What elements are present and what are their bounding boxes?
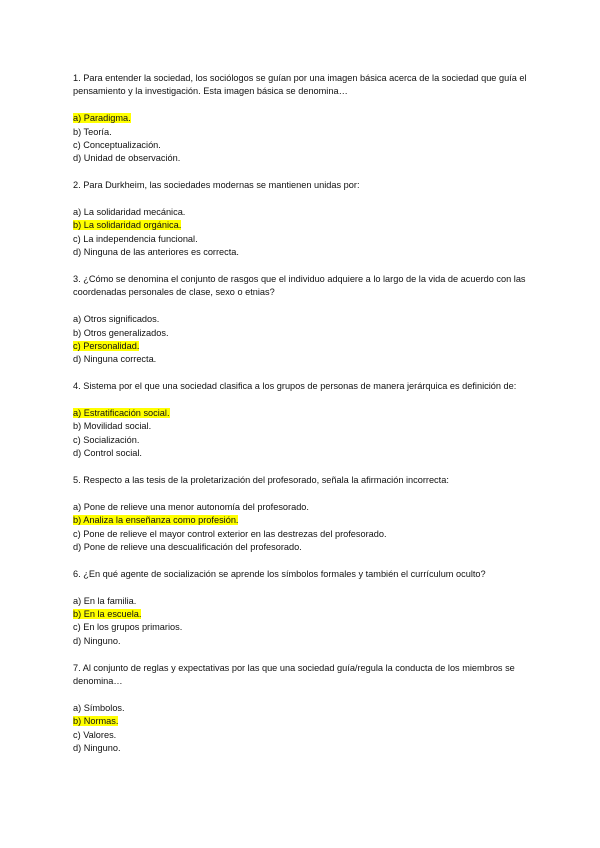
document-content: [73, 72, 533, 769]
option-d: d) Pone de relieve una descualificación del profesorado.: [73, 542, 302, 553]
option-c: c) La independencia funcional.: [73, 233, 198, 244]
answer-options: [73, 206, 533, 260]
question-1: [73, 72, 533, 166]
option-a: [73, 407, 533, 420]
option-c: c) Pone de relieve el mayor control exterior en las destrezas del profesorado.: [73, 528, 387, 539]
option-b: [73, 514, 533, 527]
option-a: [73, 112, 533, 125]
answer-options: [73, 595, 533, 649]
option-c: c) Socialización.: [73, 434, 140, 445]
question-text: 2. Para Durkheim, las sociedades modernas se mantienen unidas por:: [73, 180, 360, 191]
highlighted-answer: b) En la escuela.: [73, 609, 142, 620]
option-d: d) Ninguno.: [73, 635, 121, 646]
question-3: [73, 273, 533, 367]
question-text: 3. ¿Cómo se denomina el conjunto de rasgos que el individuo adquiere a lo largo de la vida de acuerdo con las coordenadas personales de clase, sexo o etnias?: [73, 274, 526, 298]
question-text: 1. Para entender la sociedad, los sociólogos se guían por una imagen básica acerca de la sociedad que guía el pensamiento y la investigación. Esta imagen básica se denomina…: [73, 73, 527, 97]
option-c: c) Valores.: [73, 729, 117, 740]
question-6: [73, 568, 533, 648]
question-text: 6. ¿En qué agente de socialización se aprende los símbolos formales y también el currículum oculto?: [73, 568, 486, 579]
question-7: [73, 662, 533, 756]
highlighted-answer: c) Personalidad.: [73, 341, 140, 352]
option-c: c) Conceptualización.: [73, 140, 161, 151]
question-2: [73, 179, 533, 259]
option-b: [73, 715, 533, 728]
answer-options: [73, 501, 533, 555]
option-d: d) Ninguna de las anteriores es correcta.: [73, 247, 239, 258]
question-text: 5. Respecto a las tesis de la proletarización del profesorado, señala la afirmación incorrecta:: [73, 475, 449, 486]
answer-options: [73, 702, 533, 756]
highlighted-answer: b) La solidaridad orgánica.: [73, 220, 182, 231]
highlighted-answer: a) Estratificación social.: [73, 408, 170, 419]
question-text: 7. Al conjunto de reglas y expectativas por las que una sociedad guía/regula la conducta de los miembros se denomina…: [73, 662, 515, 687]
highlighted-answer: b) Normas.: [73, 716, 119, 727]
highlighted-answer: a) Paradigma.: [73, 113, 131, 124]
option-b: b) Otros generalizados.: [73, 327, 169, 338]
option-a: a) Otros significados.: [73, 314, 160, 325]
option-b: [73, 608, 533, 621]
option-b: b) Movilidad social.: [73, 421, 152, 432]
question-text: 4. Sistema por el que una sociedad clasifica a los grupos de personas de manera jerárquica es definición de:: [73, 381, 517, 392]
option-d: d) Ninguna correcta.: [73, 354, 157, 365]
question-4: [73, 380, 533, 460]
option-c: c) En los grupos primarios.: [73, 622, 183, 633]
question-5: [73, 474, 533, 554]
option-a: a) La solidaridad mecánica.: [73, 207, 186, 218]
option-c: [73, 340, 533, 353]
option-a: a) En la familia.: [73, 595, 137, 606]
option-a: a) Símbolos.: [73, 702, 125, 713]
option-b: b) Teoría.: [73, 126, 112, 137]
answer-options: [73, 313, 533, 367]
option-d: d) Ninguno.: [73, 743, 121, 754]
highlighted-answer: b) Analiza la enseñanza como profesión.: [73, 515, 239, 526]
answer-options: [73, 112, 533, 166]
option-a: a) Pone de relieve una menor autonomía del profesorado.: [73, 501, 309, 512]
option-d: d) Control social.: [73, 448, 142, 459]
option-b: [73, 219, 533, 232]
answer-options: [73, 407, 533, 461]
option-d: d) Unidad de observación.: [73, 153, 181, 164]
